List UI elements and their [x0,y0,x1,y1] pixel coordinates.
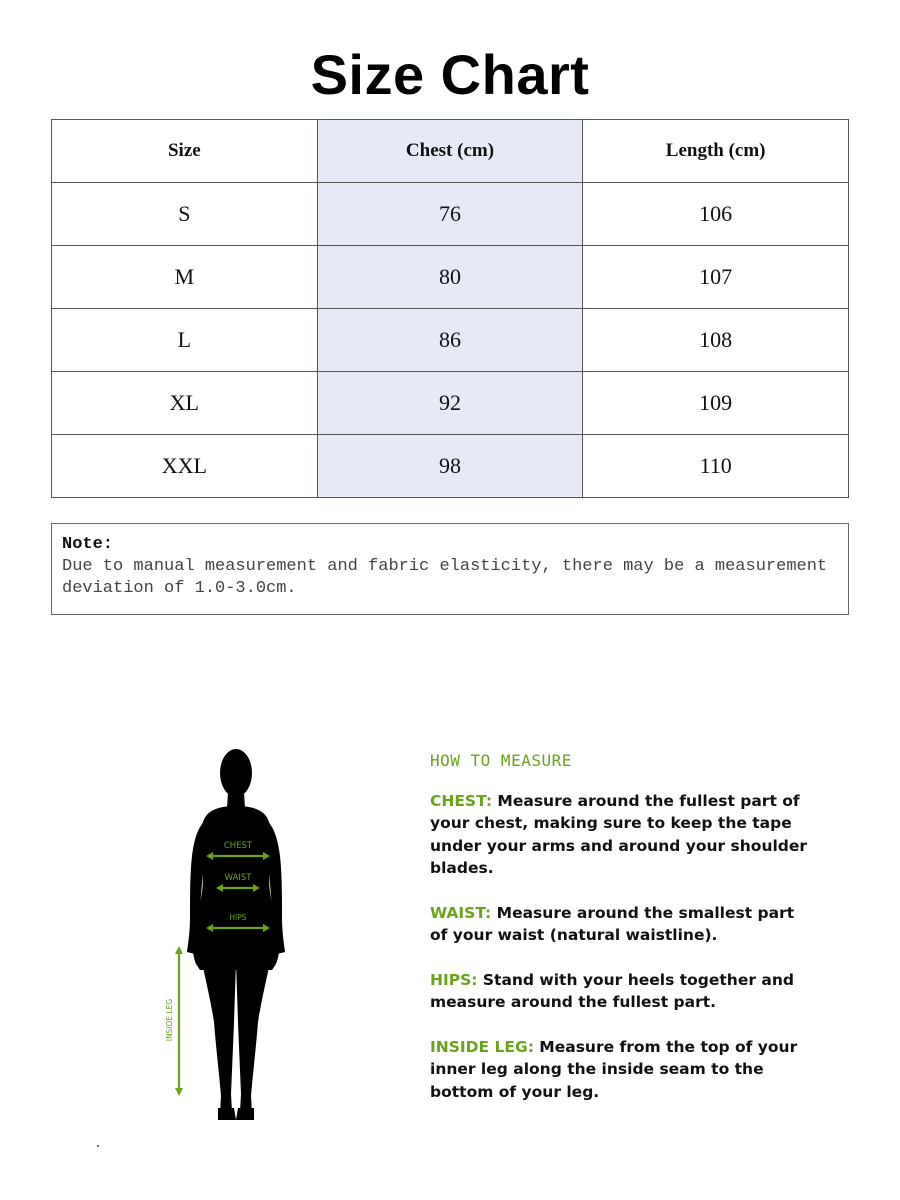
body-silhouette [187,749,285,1120]
measure-term: INSIDE LEG: [430,1037,534,1056]
table-row [52,435,849,498]
measure-text: Measure from the top of your inner leg along the inside seam to the bottom of your leg. [430,1037,798,1101]
inside-leg-label: INSIDE LEG [165,998,174,1042]
measure-item-waist [430,902,810,947]
measure-term: WAIST: [430,903,492,922]
cell-length: 107 [583,246,849,309]
header-length: Length (cm) [583,120,849,183]
cell-size: XL [52,372,318,435]
chest-label: CHEST [223,841,253,851]
header-chest: Chest (cm) [317,120,583,183]
cell-size: M [52,246,318,309]
note-box [51,523,849,615]
how-to-measure-heading: HOW TO MEASURE [430,751,572,770]
note-text: Due to manual measurement and fabric elasticity, there may be a measurement deviation of 1.0-3.0cm. [62,557,828,598]
measure-text: Measure around the fullest part of your chest, making sure to keep the tape under your arms and around your shoulder blades. [430,791,808,877]
body-measurement-figure [150,740,310,1130]
cell-chest: 80 [317,246,583,309]
table-row [52,246,849,309]
cell-length: 106 [583,183,849,246]
measure-item-chest [430,790,810,880]
measure-term: CHEST: [430,791,493,810]
table-row [52,183,849,246]
measure-text: Measure around the smallest part of your waist (natural waistline). [430,903,795,944]
page-title: Size Chart [310,43,590,106]
cell-chest: 92 [317,372,583,435]
table-header-row [52,120,849,183]
cell-length: 110 [583,435,849,498]
cell-length: 109 [583,372,849,435]
cell-size: S [52,183,318,246]
table-row [52,372,849,435]
cell-chest: 76 [317,183,583,246]
measure-item-inside-leg [430,1036,810,1104]
how-to-measure-panel [430,750,810,1125]
stray-dot [97,1145,99,1147]
cell-chest: 86 [317,309,583,372]
hips-label: HIPS [229,913,247,922]
measure-item-hips [430,969,810,1014]
note-title: Note: [62,535,114,554]
measure-text: Stand with your heels together and measure around the fullest part. [430,970,794,1011]
cell-chest: 98 [317,435,583,498]
cell-size: XXL [52,435,318,498]
waist-label: WAIST [224,873,252,883]
size-table [51,119,849,498]
cell-length: 108 [583,309,849,372]
header-size: Size [52,120,318,183]
table-row [52,309,849,372]
measure-term: HIPS: [430,970,478,989]
cell-size: L [52,309,318,372]
